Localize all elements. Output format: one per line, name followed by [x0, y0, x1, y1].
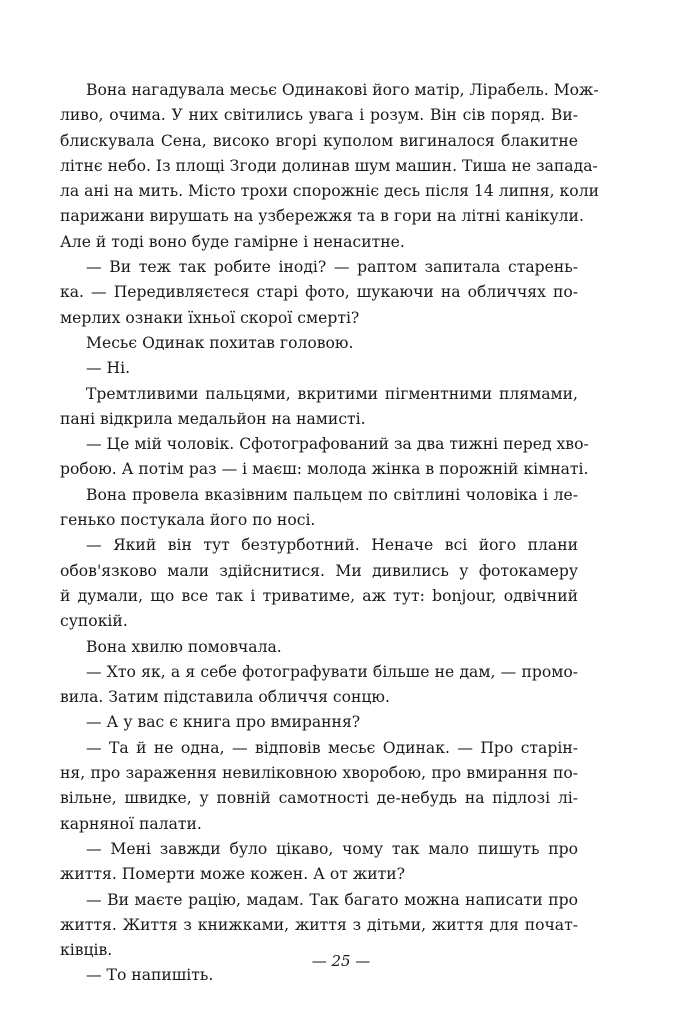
text-line: Вона провела вказівним пальцем по світлині чоловіка і ле- [86, 485, 578, 504]
paragraph [60, 736, 578, 837]
text-line: обов'язково мали здійснитися. Ми дивились у фотокамеру [60, 561, 578, 580]
text-line: пані відкрила медальйон на намисті. [60, 409, 366, 428]
text-line: ливо, очима. У них світились увага і розум. Він сів поряд. Ви- [60, 106, 578, 125]
paragraph [60, 255, 578, 331]
text-line: — Ні. [86, 359, 131, 378]
text-line: супокій. [60, 612, 128, 631]
text-line: — То напишіть. [86, 966, 214, 985]
text-line: ка. — Передивляєтеся старі фото, шукаючи на обличчях по- [60, 283, 578, 302]
text-line: вільне, швидке, у повній самотності де-небудь на підлозі лі- [60, 789, 578, 808]
paragraph [60, 533, 578, 634]
text-line: Вона нагадувала месьє Одинакові його матір, Лірабель. Мож- [86, 81, 599, 99]
text-line: — Це мій чоловік. Сфотографований за два тижні перед хво- [86, 435, 589, 454]
text-line: мерлих ознаки їхньої скорої смерті? [60, 308, 360, 327]
text-line: — Ви теж так робите іноді? — раптом запитала старень- [86, 258, 578, 277]
paragraph [60, 483, 578, 534]
page-body [60, 78, 599, 985]
text-line: блискувала Сена, високо вгорі куполом вигиналося блакитне [60, 131, 578, 150]
text-line: — А у вас є книга про вмирання? [86, 713, 361, 732]
paragraph [60, 660, 578, 711]
text-line: Вона хвилю помовчала. [86, 637, 282, 656]
paragraph [60, 635, 578, 660]
paragraph [60, 432, 589, 483]
paragraph [60, 837, 578, 888]
paragraph [60, 356, 578, 381]
text-line: — Мені завжди було цікаво, чому так мало пишуть про [86, 839, 578, 858]
text-line: карняної палати. [60, 814, 202, 833]
text-line: парижани вирушать на узбережжя та в гори на літні канікули. [60, 207, 584, 226]
text-line: — Та й не одна, — відповів месьє Одинак. — Про старін- [86, 738, 578, 757]
text-line: життя. Життя з книжками, життя з дітьми, життя для почат- [60, 915, 578, 934]
text-line: Тремтливими пальцями, вкритими пігментними плямами, [86, 384, 578, 403]
text-line: — Хто як, а я себе фотографувати більше не дам, — промо- [86, 662, 578, 681]
text-line: літнє небо. Із площі Згоди долинав шум машин. Тиша не запада- [60, 156, 598, 175]
paragraph [60, 331, 578, 356]
text-line: ла ані на мить. Місто трохи спорожніє десь після 14 липня, коли [60, 182, 599, 201]
text-line: робою. А потім раз — і маєш: молода жінка в порожній кімнаті. [60, 460, 589, 479]
text-line: генько постукала його по носі. [60, 511, 316, 530]
paragraph [60, 382, 578, 433]
paragraph [60, 78, 599, 255]
text-line: вила. Затим підставила обличчя сонцю. [60, 688, 390, 707]
text-line: Месьє Одинак похитав головою. [86, 333, 354, 352]
text-line: Але й тоді воно буде гамірне і ненаситне. [60, 232, 405, 251]
page-number: — 25 — [311, 952, 371, 970]
paragraph [60, 710, 578, 735]
text-line: ня, про зараження невиліковною хворобою, про вмирання по- [60, 764, 578, 783]
text-line: — Ви маєте рацію, мадам. Так багато можна написати про [86, 890, 578, 909]
text-line: ківців. [60, 941, 113, 960]
text-line: й думали, що все так і триватиме, аж тут: bonjour, одвічний [60, 586, 578, 605]
text-line: життя. Померти може кожен. А от жити? [60, 865, 405, 884]
text-line: — Який він тут безтурботний. Неначе всі його плани [86, 536, 578, 555]
